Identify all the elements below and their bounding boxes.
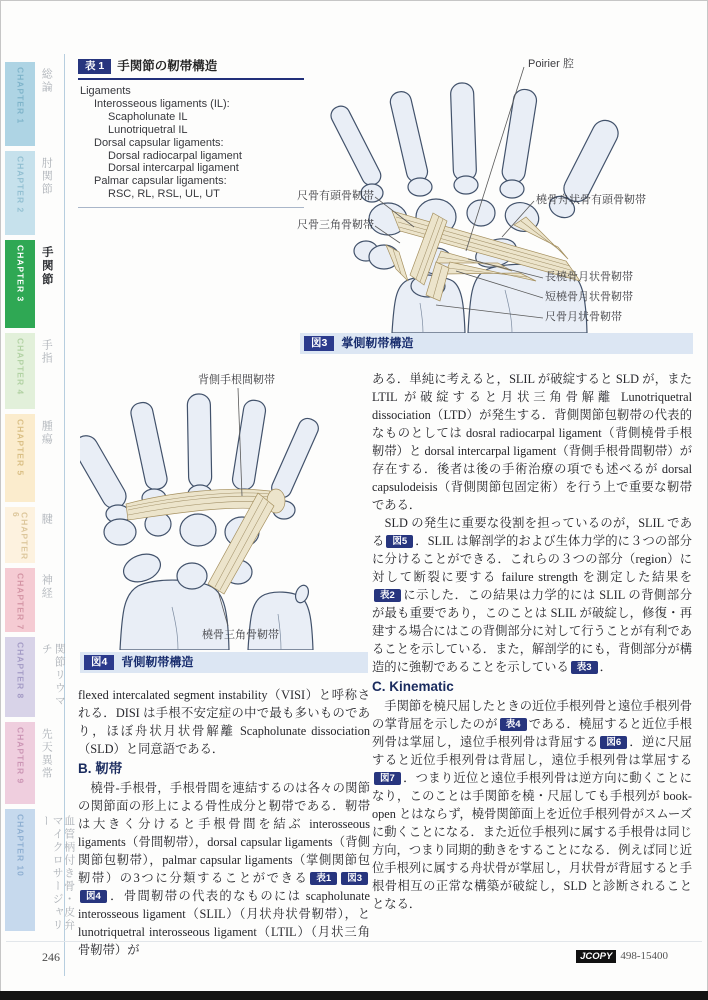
chapter-title-label: 手関節 <box>40 246 53 287</box>
fig3-label-ulnolunate: 尺骨月状骨靭帯 <box>545 311 622 323</box>
chapter-tab-6 <box>5 507 52 563</box>
fig3-label-short-radiolunate: 短橈骨月状骨靭帯 <box>545 291 633 303</box>
fig4-label-radiotriquetral: 橈骨三角骨靭帯 <box>202 629 279 641</box>
chapter-number-label: CHAPTER 9 <box>15 727 26 785</box>
table1-title: 手関節の靭帯構造 <box>117 59 218 73</box>
chapter-number-label: CHAPTER 2 <box>15 156 26 214</box>
chapter-tab-3 <box>5 240 53 328</box>
chapter-tab-10 <box>5 809 74 931</box>
table1-header <box>78 59 304 80</box>
inline-ref-badge: 図3 <box>341 872 368 886</box>
chapter-tab-color-block <box>5 722 35 804</box>
left-para-2: 橈骨-手根骨，手根骨間を連結するのは各々の関節の関節面の形上による骨性成分と靭帯である．靭帯は大きく分けると手根骨間を結ぶ interosseous ligaments（骨間靭帯），dorsal capsular ligaments（背側関節包靭帯），palmar capsular ligaments（掌側関節包靭帯）の3つに分類することができる 表1 図3図4 ．骨間靭帯の代表的なものには scapholunate interosseous ligament（SLIL）（月状舟状骨靭帯），と lunotriquetral interosseous ligament（LTIL）（月状三角骨靭帯）が <box>78 781 370 957</box>
jcopy-notice <box>576 950 668 963</box>
trapezium-bone <box>104 519 136 545</box>
inline-ref-badge: 表2 <box>374 589 401 603</box>
heading-b-ligaments: B. 靭帯 <box>78 761 123 776</box>
inline-ref-badge: 表3 <box>571 661 598 675</box>
chapter-number-label: CHAPTER 1 <box>15 67 26 125</box>
table1 <box>78 59 304 208</box>
chapter-tab-color-block <box>5 568 35 632</box>
right-para-3: 手関節を橈尺屈したときの近位手根列骨と遠位手根列骨の掌背屈を示したのが 表4 である．橈屈すると近位手根列骨は掌屈し，遠位手根列骨は背屈する 図6 ．逆に尺屈すると近位手根列骨は背屈し，遠位手根列骨は掌屈する図7 ．つまり近位と遠位手根列骨は逆方向に動くことになり，このことは手関節を橈・尺屈しても手根列が book-open とはならず，橈骨関節面上を近位手根列骨がスムーズに動くことになる．また近位手根列に属する手根骨は同じ方向，つまり同期的動きをすることになる．例えば同じ近位手根列に属する舟状骨が掌屈し，月状骨が背屈すると手根骨相互の正常な構築が破綻し，SLD と診断されることとなる． <box>372 699 692 911</box>
jcopy-code: 498-15400 <box>620 950 668 962</box>
chapter-number-label: CHAPTER 4 <box>15 338 26 396</box>
fig3-label-ulnotriquetral: 尺骨三角骨靭帯 <box>297 219 374 231</box>
chapter-tab-color-block <box>5 240 35 328</box>
chapter-number-label: CHAPTER 7 <box>15 573 26 631</box>
table1-line: Palmar capsular ligaments: <box>94 175 227 188</box>
inline-ref-badge: 図7 <box>374 772 401 786</box>
inline-ref-badge: 図6 <box>600 736 627 750</box>
chapter-tab-4 <box>5 333 52 409</box>
chapter-tab-color-block <box>5 151 35 235</box>
figure3-caption-badge: 図3 <box>304 336 334 351</box>
chapter-title-label: 神経 <box>40 574 53 600</box>
right-para-1: ある．単純に考えると，SLIL が破綻すると SLD が，また LTIL が破綻すると月状三角骨解離 Lunotriquetral dissociation（LTD）が発生する．背側関節包靭帯の代表的なものとしては dosral radiocarpal ligament（背側橈骨手根靭帯）と dorsal intercarpal ligament（背側手根骨間靭帯）が存在する．後者は後の手術治療の項でも述べるが dorsal capsulodeisis（背側関節包固定術）を行う上で重要な靭帯である． <box>372 372 692 512</box>
chapter-tab-color-block <box>5 414 35 502</box>
chapter-number-label: CHAPTER 3 <box>15 245 26 303</box>
figure3-caption <box>300 333 693 354</box>
right-text-column <box>372 370 692 913</box>
table1-line: Dorsal radiocarpal ligament <box>108 149 242 162</box>
chapter-number-label: CHAPTER 5 <box>15 419 26 477</box>
heading-c-kinematic: C. Kinematic <box>372 679 454 694</box>
chapter-title-label: 関節リウマチ <box>40 643 66 708</box>
chapter-tab-1 <box>5 62 52 146</box>
chapter-tab-9 <box>5 722 52 804</box>
chapter-tab-color-block <box>5 809 35 931</box>
chapter-title-label: 腱 <box>40 513 53 526</box>
figure4-caption <box>80 652 368 673</box>
chapter-tab-color-block <box>5 62 35 146</box>
chapter-title-label: 手指 <box>40 339 53 365</box>
figure3-caption-text: 掌側靭帯構造 <box>341 336 414 350</box>
inline-ref-badge: 表1 <box>310 872 337 886</box>
inline-ref-badge: 図4 <box>80 890 107 904</box>
capitate-bone <box>180 514 216 546</box>
chapter-title-label: 血管柄付き骨・皮弁 マイクロサージャリー <box>39 815 75 932</box>
page-number: 246 <box>42 950 60 964</box>
fig3-label-radioscaphocapitate: 橈骨舟状骨有頭骨靭帯 <box>536 194 646 206</box>
table1-line: Lunotriquetral IL <box>108 123 188 136</box>
fig3-label-poirier-space: Poirier 腔 <box>528 58 574 70</box>
chapter-number-label: CHAPTER 8 <box>15 642 26 700</box>
table1-line: Dorsal capsular ligaments: <box>94 136 224 149</box>
inline-ref-badge: 図5 <box>386 535 413 549</box>
chapter-tab-7 <box>5 568 52 632</box>
chapter-number-label: CHAPTER 10 <box>15 814 26 877</box>
chapter-tab-color-block <box>5 333 35 409</box>
table1-body <box>78 80 304 208</box>
chapter-title-label: 先天異常 <box>40 728 53 780</box>
chapter-number-label: CHAPTER 6 <box>11 512 30 561</box>
chapter-tab-8 <box>5 637 65 717</box>
chapter-tab-2 <box>5 151 52 235</box>
table1-line: Interosseous ligaments (IL): <box>94 97 230 110</box>
chapter-tab-color-block <box>5 637 35 717</box>
fig4-label-dorsal-intercarpal: 背側手根間靭帯 <box>198 374 275 386</box>
photo-bottom-edge <box>0 991 708 1000</box>
table1-line: Dorsal intercarpal ligament <box>108 162 239 175</box>
left-para-1: flexed intercalated segment instability（VISI）と呼称される．DISI は手根不安定症の中で最も多いものであり，ほぼ舟状月状骨解離 Scapholunate dissociation（SLD）と同意語である． <box>78 688 370 756</box>
right-para-2: SLD の発生に重要な役割を担っているのが，SLIL である 図5 ．SLIL は解剖学的および生体力学的に３つの部分に分けることができる．これらの３つの部分（region）に対して断裂に要する failure strength を測定した結果を表2 に示した．この結果は力学的には SLIL の背側部分が最も重要であり，このことは SLIL が破綻し，修復・再建する場合にはこの背側部分に対して行うことが有利であることを示している．また，解剖学的にも，背側部分が構造的に強靭であることを示している 表3 ． <box>372 516 692 674</box>
fig3-label-long-radiolunate: 長橈骨月状骨靭帯 <box>545 271 633 283</box>
chapter-tab-5 <box>5 414 52 502</box>
chapter-title-label: 総論 <box>40 68 53 94</box>
left-text-column <box>78 686 370 959</box>
lunate-bone <box>177 563 207 589</box>
figure4-caption-text: 背側靭帯構造 <box>121 655 194 669</box>
table1-line: Scapholunate IL <box>108 110 188 123</box>
inline-ref-badge: 表4 <box>500 718 527 732</box>
fig3-label-ulnocapitate: 尺骨有頭骨靭帯 <box>297 190 374 202</box>
figure4-wrist-drawing <box>80 372 368 650</box>
chapter-tab-color-block <box>5 507 35 563</box>
table1-badge: 表 1 <box>78 59 111 74</box>
chapter-title-label: 腫瘍 <box>40 420 53 446</box>
figure4-caption-badge: 図4 <box>84 655 114 670</box>
table1-line: RSC, RL, RSL, UL, UT <box>108 188 220 201</box>
table1-line: Ligaments <box>80 85 131 97</box>
chapter-title-label: 肘関節 <box>40 157 53 196</box>
jcopy-badge: JCOPY <box>576 950 616 963</box>
figure4-illustration <box>80 372 368 650</box>
